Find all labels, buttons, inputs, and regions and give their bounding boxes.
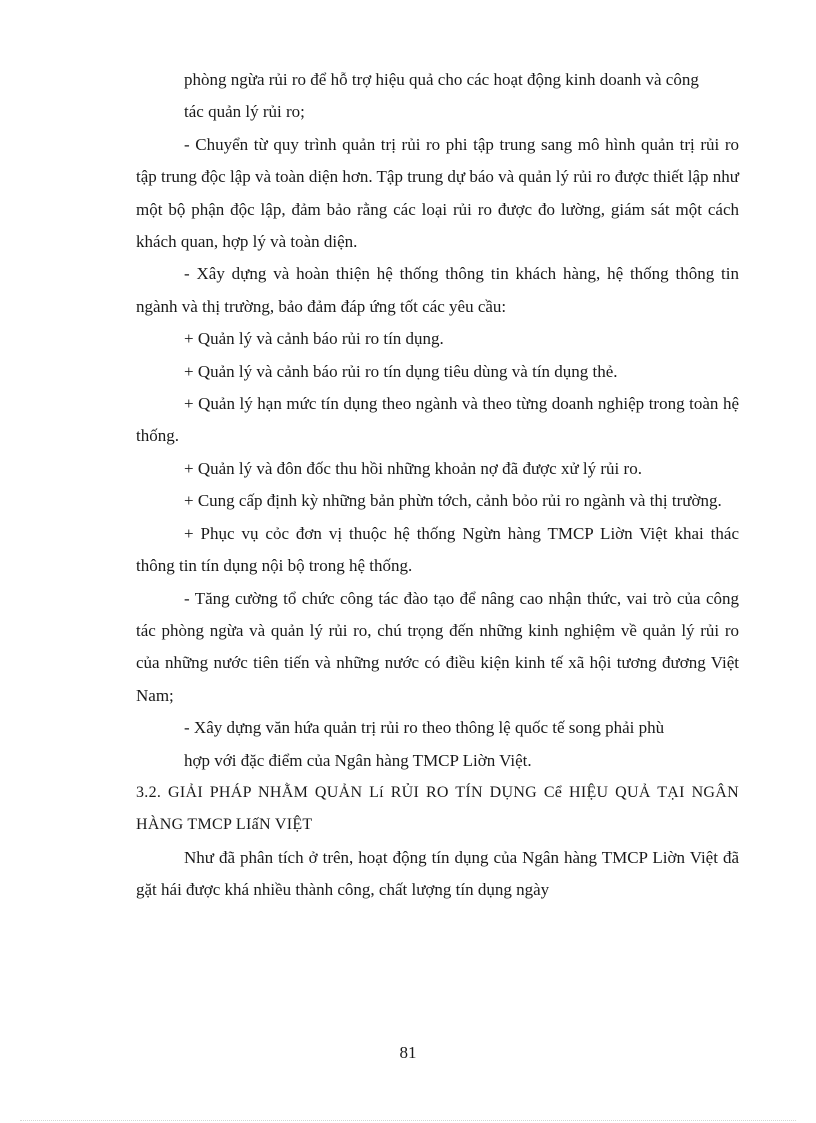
paragraph: hợp với đặc điểm của Ngân hàng TMCP Liờn Việt. bbox=[184, 750, 532, 770]
document-body bbox=[136, 64, 739, 907]
list-item: + Cung cấp định kỳ những bản phừn tớch, cảnh bỏo rủi ro ngành và thị trường. bbox=[184, 491, 722, 511]
list-item: + Quản lý và cảnh báo rủi ro tín dụng. bbox=[184, 329, 444, 349]
paragraph: phòng ngừa rủi ro để hỗ trợ hiệu quả cho các hoạt động kinh doanh và công bbox=[184, 70, 699, 89]
paragraph: - Chuyển từ quy trình quản trị rủi ro phi tập trung sang mô hình quản trị rủi ro tập trung độc lập và toàn diện hơn. Tập trung dự báo và quản lý rủi ro được thiết lập như một bộ phận độc lập, đảm bảo rằng các loại rủi ro được đo lường, giám sát một cách khách quan, hợp lý và toàn diện. bbox=[136, 134, 739, 252]
paragraph: - Xây dựng và hoàn thiện hệ thống thông tin khách hàng, hệ thống thông tin ngành và thị trường, bảo đảm đáp ứng tốt các yêu cầu: bbox=[136, 264, 739, 316]
list-item: + Quản lý và đôn đốc thu hồi những khoản nợ đã được xử lý rủi ro. bbox=[184, 458, 642, 478]
page-number: 81 bbox=[399, 1043, 417, 1062]
paragraph: - Tăng cường tổ chức công tác đào tạo để nâng cao nhận thức, vai trò của công tác phòng ngừa và quản lý rủi ro, chú trọng đến những kinh nghiệm về quản lý rủi ro của những nước tiên tiến và những nước có điều kiện kinh tế xã hội tương đương Việt Nam; bbox=[136, 588, 739, 705]
list-item: + Quản lý hạn mức tín dụng theo ngành và theo từng doanh nghiệp trong toàn hệ thống. bbox=[136, 394, 739, 446]
list-item: + Quản lý và cảnh báo rủi ro tín dụng tiêu dùng và tín dụng thẻ. bbox=[184, 361, 618, 381]
paragraph: tác quản lý rủi ro; bbox=[184, 102, 305, 122]
paragraph: - Xây dựng văn hứa quản trị rủi ro theo thông lệ quốc tế song phải phù bbox=[184, 718, 665, 738]
page-bottom-divider bbox=[20, 1120, 796, 1121]
list-item: + Phục vụ cỏc đơn vị thuộc hệ thống Ngừn hàng TMCP Liờn Việt khai thác thông tin tín dụng nội bộ trong hệ thống. bbox=[136, 523, 739, 576]
section-heading: 3.2. GIẢI PHÁP NHẰM QUẢN Lí RỦI RO TÍN DỤNG Cể HIỆU QUẢ TẠI NGÂN HÀNG TMCP LIấN VIỆT bbox=[136, 783, 739, 834]
paragraph: Như đã phân tích ở trên, hoạt động tín dụng của Ngân hàng TMCP Liờn Việt đã gặt hái được khá nhiều thành công, chất lượng tín dụng ngày bbox=[136, 847, 739, 900]
